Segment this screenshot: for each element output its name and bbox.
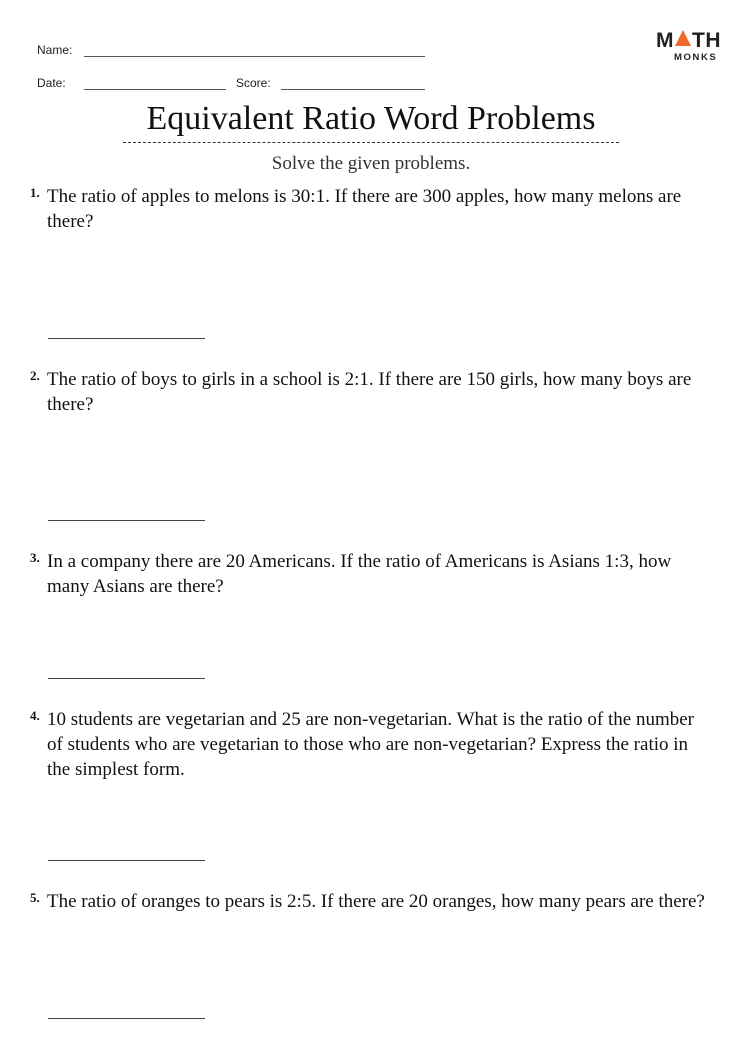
logo-subtext: MONKS	[674, 52, 718, 63]
instructions: Solve the given problems.	[271, 153, 471, 174]
date-label: Date:	[37, 76, 66, 90]
math-monks-logo	[656, 30, 726, 64]
problem-text: In a company there are 20 Americans. If the ratio of Americans is Asians 1:3, how many Asians are there?	[47, 551, 672, 597]
page-title: Equivalent Ratio Word Problems	[146, 100, 596, 137]
problem-number: 5.	[30, 890, 40, 905]
logo-letter-m: M	[656, 29, 674, 52]
title-underline	[123, 142, 619, 143]
problem-number: 4.	[30, 708, 40, 723]
answer-line-1[interactable]	[48, 338, 205, 339]
answer-line-2[interactable]	[48, 520, 205, 521]
triangle-icon	[675, 30, 691, 46]
score-label: Score:	[236, 76, 271, 90]
answer-line-4[interactable]	[48, 860, 205, 861]
answer-line-3[interactable]	[48, 678, 205, 679]
problem-text: The ratio of oranges to pears is 2:5. If there are 20 oranges, how many pears are there?	[47, 891, 705, 912]
problem-number: 3.	[30, 550, 40, 565]
name-label: Name:	[37, 43, 73, 57]
score-field[interactable]	[281, 89, 425, 90]
problem-text: The ratio of boys to girls in a school is 2:1. If there are 150 girls, how many boys are there?	[47, 369, 692, 415]
date-field[interactable]	[84, 89, 226, 90]
name-field[interactable]	[84, 56, 425, 57]
problem-text: 10 students are vegetarian and 25 are non-vegetarian. What is the ratio of the number of students who are vegetarian to those who are non-vegetarian? Express the ratio in the simplest form.	[47, 709, 694, 780]
problem-text: The ratio of apples to melons is 30:1. If there are 300 apples, how many melons are there?	[47, 186, 682, 232]
problem-number: 1.	[30, 185, 40, 200]
logo-letters-th: TH	[692, 29, 721, 52]
answer-line-5[interactable]	[48, 1018, 205, 1019]
problem-number: 2.	[30, 368, 40, 383]
